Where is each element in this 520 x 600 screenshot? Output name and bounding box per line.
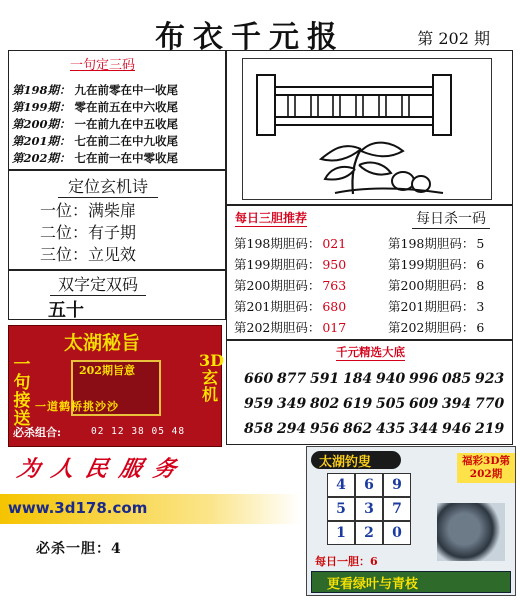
qianyuan-number: 435 bbox=[376, 421, 406, 437]
daily-kill-label: 第201期胆码： bbox=[388, 299, 475, 314]
yiju-line bbox=[12, 133, 178, 149]
daily-kill-label: 第200期胆码： bbox=[388, 278, 475, 293]
qianyuan-number: 349 bbox=[277, 396, 307, 412]
poem-line: 一位：满柴扉 bbox=[40, 201, 137, 220]
ad-left-bottom-label: 必杀组合: bbox=[13, 426, 62, 439]
yiju-text: 九在前零在中一收尾 bbox=[74, 83, 179, 97]
ad-grid-cell: 9 bbox=[383, 473, 411, 497]
daily-three-row bbox=[234, 234, 346, 252]
daily-three-row bbox=[234, 276, 346, 294]
qianyuan-number: 858 bbox=[244, 421, 274, 437]
ad-grid-cell: 0 bbox=[383, 521, 411, 545]
slogan: 为人民服务 bbox=[14, 456, 191, 482]
fisherman-figure bbox=[437, 503, 505, 561]
daily-kill-row bbox=[388, 276, 484, 294]
yiju-text: 一在前九在中五收尾 bbox=[74, 117, 179, 131]
ad-grid-cell: 4 bbox=[327, 473, 355, 497]
daily-kill-value: 5 bbox=[476, 236, 485, 251]
daily-three-value: 017 bbox=[322, 320, 347, 335]
qianyuan-number: 660 bbox=[244, 371, 274, 387]
fence-and-bean-plant-drawing bbox=[243, 59, 491, 199]
qianyuan-number: 219 bbox=[475, 421, 505, 437]
daily-three-label: 第202期胆码： bbox=[234, 320, 321, 335]
daily-three-row bbox=[234, 318, 346, 336]
shuangzi-heading: 双字定双码 bbox=[50, 272, 146, 296]
daily-three-heading: 每日三胆推荐 bbox=[235, 211, 308, 225]
daily-kill-value: 3 bbox=[476, 299, 485, 314]
qianyuan-number: 877 bbox=[277, 371, 307, 387]
ad-left-side-right: 3D玄机 bbox=[199, 351, 225, 404]
illustration-inner bbox=[242, 58, 492, 200]
daily-three-label: 第200期胆码： bbox=[234, 278, 321, 293]
ad-grid-cell: 5 bbox=[327, 497, 355, 521]
qianyuan-number: 294 bbox=[277, 421, 307, 437]
daily-three-row bbox=[234, 255, 346, 273]
taihu-ad-left bbox=[8, 325, 225, 447]
poem-heading: 定位玄机诗 bbox=[58, 174, 158, 198]
daily-three-value: 680 bbox=[322, 299, 347, 314]
shuangzi-value: 五十 bbox=[48, 300, 84, 321]
daily-three-row bbox=[234, 297, 346, 315]
yiju-line bbox=[12, 99, 178, 115]
ad-right-title: 太湖钓叟 bbox=[319, 455, 372, 470]
qianyuan-number: 085 bbox=[442, 371, 472, 387]
ad-left-issue: 202期旨意 bbox=[79, 364, 135, 377]
ad-grid-cell: 2 bbox=[355, 521, 383, 545]
daily-kill-label: 第198期胆码： bbox=[388, 236, 475, 251]
ad-left-middle: 一道鹤桥挑沙沙 bbox=[35, 400, 119, 413]
ad-grid-row bbox=[327, 497, 417, 521]
daily-kill-label: 第202期胆码： bbox=[388, 320, 475, 335]
ad-grid-cell: 7 bbox=[383, 497, 411, 521]
yiju-text: 七在前一在中零收尾 bbox=[74, 151, 179, 165]
yiju-period: 第200期： bbox=[12, 117, 71, 131]
ad-grid-cell: 3 bbox=[355, 497, 383, 521]
daily-three-value: 763 bbox=[322, 278, 347, 293]
qianyuan-number: 184 bbox=[343, 371, 373, 387]
daily-three-value: 021 bbox=[322, 236, 347, 251]
daily-kill-row bbox=[388, 234, 484, 252]
qianyuan-number: 959 bbox=[244, 396, 274, 412]
yiju-text: 零在前五在中六收尾 bbox=[74, 100, 179, 114]
ad-grid-row bbox=[327, 521, 417, 545]
ad-grid-cell: 6 bbox=[355, 473, 383, 497]
daily-kill-label: 第199期胆码： bbox=[388, 257, 475, 272]
daily-three-label: 第198期胆码： bbox=[234, 236, 321, 251]
ad-right-side: 福彩3D第202期 bbox=[457, 453, 515, 483]
yiju-period: 第199期： bbox=[12, 100, 71, 114]
daily-kill-value: 6 bbox=[476, 320, 485, 335]
ad-right-number-grid bbox=[327, 473, 417, 545]
newsletter-title: 布衣千元报 bbox=[155, 20, 345, 55]
qianyuan-number: 619 bbox=[343, 396, 373, 412]
yiju-period: 第201期： bbox=[12, 134, 71, 148]
qianyuan-number: 862 bbox=[343, 421, 373, 437]
website-link[interactable]: www.3d178.com bbox=[8, 499, 148, 517]
yiju-heading: 一句定三码 bbox=[70, 58, 136, 73]
qianyuan-number: 591 bbox=[310, 371, 340, 387]
ad-left-title: 太湖秘旨 bbox=[64, 332, 141, 354]
bisha-text: 必杀一胆：4 bbox=[36, 541, 122, 557]
yiju-text: 七在前二在中九收尾 bbox=[74, 134, 179, 148]
ad-grid-cell: 1 bbox=[327, 521, 355, 545]
qianyuan-number: 802 bbox=[310, 396, 340, 412]
qianyuan-number: 344 bbox=[409, 421, 439, 437]
ad-left-side-left: 一句接送 bbox=[13, 355, 31, 429]
ad-left-bottom-numbers: 02 12 38 05 48 bbox=[91, 426, 186, 437]
daily-three-label: 第201期胆码： bbox=[234, 299, 321, 314]
qianyuan-heading: 千元精选大底 bbox=[336, 345, 405, 359]
daily-three-value: 950 bbox=[322, 257, 347, 272]
poem-line: 二位：有子期 bbox=[40, 223, 137, 242]
yiju-line bbox=[12, 116, 178, 132]
qianyuan-number: 770 bbox=[475, 396, 505, 412]
issue-number: 第 202 期 bbox=[417, 29, 490, 48]
qianyuan-number: 956 bbox=[310, 421, 340, 437]
qianyuan-row bbox=[244, 393, 508, 412]
qianyuan-number: 940 bbox=[376, 371, 406, 387]
daily-three-label: 第199期胆码： bbox=[234, 257, 321, 272]
qianyuan-row bbox=[244, 418, 508, 437]
yiju-line bbox=[12, 150, 178, 166]
qianyuan-number: 946 bbox=[442, 421, 472, 437]
daily-kill-row bbox=[388, 297, 484, 315]
poem-line: 三位：立见效 bbox=[40, 245, 137, 264]
daily-kill-row bbox=[388, 318, 484, 336]
qianyuan-row bbox=[244, 368, 508, 387]
yiju-line bbox=[12, 82, 178, 98]
ad-right-bottom-left: 每日一胆：6 bbox=[315, 555, 378, 568]
ad-right-banner: 更看绿叶与青枝 bbox=[327, 577, 419, 592]
qianyuan-number: 923 bbox=[475, 371, 505, 387]
qianyuan-number: 996 bbox=[409, 371, 439, 387]
qianyuan-number: 394 bbox=[442, 396, 472, 412]
daily-kill-value: 6 bbox=[476, 257, 485, 272]
daily-kill-value: 8 bbox=[476, 278, 485, 293]
daily-kill-row bbox=[388, 255, 484, 273]
yiju-period: 第198期： bbox=[12, 83, 71, 97]
qianyuan-number: 609 bbox=[409, 396, 439, 412]
taihu-ad-right bbox=[306, 446, 516, 596]
daily-kill-heading: 每日杀一码 bbox=[412, 208, 490, 229]
yiju-period: 第202期： bbox=[12, 151, 71, 165]
qianyuan-number: 505 bbox=[376, 396, 406, 412]
ad-grid-row bbox=[327, 473, 417, 497]
